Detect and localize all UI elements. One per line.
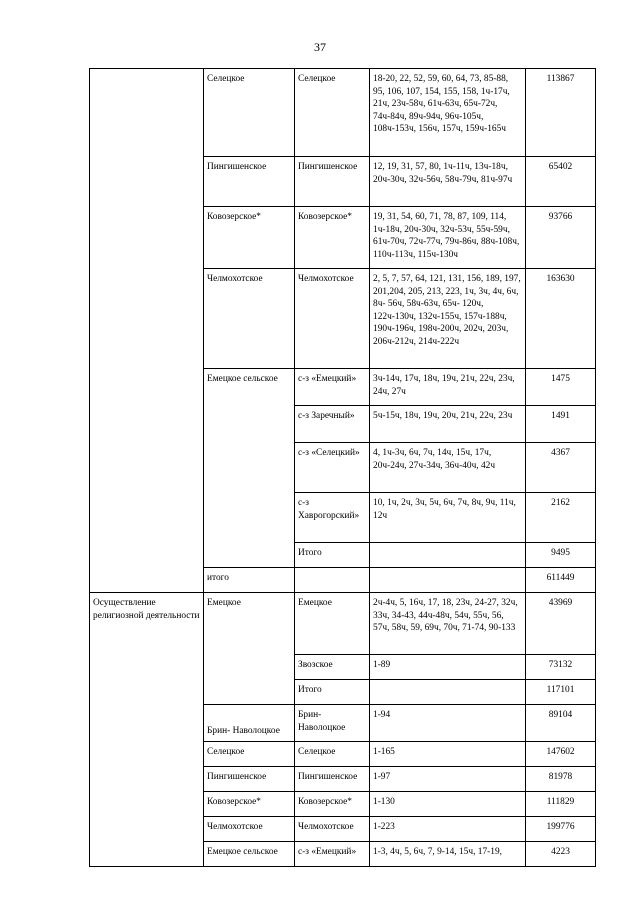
district-cell: Селецкое (204, 69, 295, 157)
page-number: 37 (314, 40, 326, 54)
quarters-cell: 2, 5, 7, 57, 64, 121, 131, 156, 189, 197, 201,204, 205, 213, 223, 1ч, 3ч, 4ч, 6ч, 8ч- 56ч, 58ч-63ч, 65ч- 120ч, 122ч-130ч, 132ч-155ч, 157ч-188ч, 190ч-196ч, 198ч-200ч, 202ч, 203ч, 206ч-212ч, 214ч-222ч (370, 269, 526, 369)
quarters-cell: 1-3, 4ч, 5, 6ч, 7, 9-14, 15ч, 17-19, (370, 842, 526, 867)
district-cell: Пингишенское (204, 157, 295, 207)
district-cell: Челмохотское (204, 269, 295, 369)
area-cell: 199776 (526, 817, 596, 842)
forestry-cell: Итого (295, 543, 370, 568)
area-cell: 147602 (526, 742, 596, 767)
area-cell: 611449 (526, 568, 596, 593)
quarters-cell: 2ч-4ч, 5, 16ч, 17, 18, 23ч, 24-27, 32ч, 33ч, 34-43, 44ч-48ч, 54ч, 55ч, 56, 57ч, 58ч, 59, 69ч, 70ч, 71-74, 90-133 (370, 593, 526, 655)
area-cell: 93766 (526, 207, 596, 269)
quarters-cell: 1-89 (370, 655, 526, 680)
purpose-cell: Осуществление религиозной деятельности (90, 593, 204, 867)
quarters-cell (370, 680, 526, 705)
quarters-cell: 19, 31, 54, 60, 71, 78, 87, 109, 114, 1ч-18ч, 20ч-30ч, 32ч-53ч, 55ч-59ч, 61ч-70ч, 72ч-77ч, 79ч-86ч, 88ч-108ч, 110ч-113ч, 115ч-130ч (370, 207, 526, 269)
area-cell: 2162 (526, 493, 596, 543)
forestry-cell: с-з «Емецкий» (295, 842, 370, 867)
area-cell: 43969 (526, 593, 596, 655)
table-row (90, 593, 596, 655)
forestry-cell: Звозское (295, 655, 370, 680)
quarters-cell: 1-223 (370, 817, 526, 842)
district-cell: Селецкое (204, 742, 295, 767)
area-cell: 81978 (526, 767, 596, 792)
quarters-cell: 1-94 (370, 705, 526, 742)
area-cell: 163630 (526, 269, 596, 369)
forestry-cell: Ковозерское* (295, 207, 370, 269)
forestry-cell: с-з Заречный» (295, 406, 370, 443)
area-cell: 9495 (526, 543, 596, 568)
area-cell: 65402 (526, 157, 596, 207)
area-cell: 73132 (526, 655, 596, 680)
area-cell: 1475 (526, 369, 596, 406)
district-cell: Емецкое сельское (204, 842, 295, 867)
district-cell: итого (204, 568, 295, 593)
quarters-cell: 1-97 (370, 767, 526, 792)
district-cell: Емецкое сельское (204, 369, 295, 568)
forestry-cell: Пингишенское (295, 767, 370, 792)
forestry-cell: Пингишенское (295, 157, 370, 207)
forestry-cell: Брин-Наволоцкое (295, 705, 370, 742)
area-cell: 4223 (526, 842, 596, 867)
forestry-cell: Итого (295, 680, 370, 705)
forestry-cell: с-з «Емецкий» (295, 369, 370, 406)
forestry-cell: Селецкое (295, 742, 370, 767)
forestry-cell: Емецкое (295, 593, 370, 655)
quarters-cell: 3ч-14ч, 17ч, 18ч, 19ч, 21ч, 22ч, 23ч, 24ч, 27ч (370, 369, 526, 406)
table-row (90, 69, 596, 157)
area-cell: 113867 (526, 69, 596, 157)
quarters-cell: 1-130 (370, 792, 526, 817)
quarters-cell: 5ч-15ч, 18ч, 19ч, 20ч, 21ч, 22ч, 23ч (370, 406, 526, 443)
district-cell: Емецкое (204, 593, 295, 705)
area-cell: 117101 (526, 680, 596, 705)
district-cell: Ковозерское* (204, 792, 295, 817)
district-cell: Челмохотское (204, 817, 295, 842)
quarters-cell: 12, 19, 31, 57, 80, 1ч-11ч, 13ч-18ч, 20ч-30ч, 32ч-56ч, 58ч-79ч, 81ч-97ч (370, 157, 526, 207)
quarters-cell: 18-20, 22, 52, 59, 60, 64, 73, 85-88, 95, 106, 107, 154, 155, 158, 1ч-17ч, 21ч, 23ч-58ч, 61ч-63ч, 65ч-72ч, 74ч-84ч, 89ч-94ч, 96ч-105ч, 108ч-153ч, 156ч, 157ч, 159ч-165ч (370, 69, 526, 157)
area-cell: 4367 (526, 443, 596, 493)
district-cell: Ковозерское* (204, 207, 295, 269)
district-cell: Пингишенское (204, 767, 295, 792)
forestry-cell: Селецкое (295, 69, 370, 157)
district-cell: Брин- Наволоцкое (204, 705, 295, 742)
area-cell: 89104 (526, 705, 596, 742)
area-cell: 111829 (526, 792, 596, 817)
quarters-cell: 1-165 (370, 742, 526, 767)
forestry-cell: Челмохотское (295, 817, 370, 842)
quarters-cell: 10, 1ч, 2ч, 3ч, 5ч, 6ч, 7ч, 8ч, 9ч, 11ч, 12ч (370, 493, 526, 543)
forestry-cell: с-з «Селецкий» (295, 443, 370, 493)
quarters-cell (370, 568, 526, 593)
forestry-cell: Ковозерское* (295, 792, 370, 817)
quarters-cell: 4, 1ч-3ч, 6ч, 7ч, 14ч, 15ч, 17ч, 20ч-24ч, 27ч-34ч, 36ч-40ч, 42ч (370, 443, 526, 493)
forest-use-table (89, 68, 596, 867)
quarters-cell (370, 543, 526, 568)
forestry-cell: с-з Хаврогорский» (295, 493, 370, 543)
forestry-cell: Челмохотское (295, 269, 370, 369)
purpose-cell (90, 69, 204, 593)
forestry-cell (295, 568, 370, 593)
area-cell: 1491 (526, 406, 596, 443)
